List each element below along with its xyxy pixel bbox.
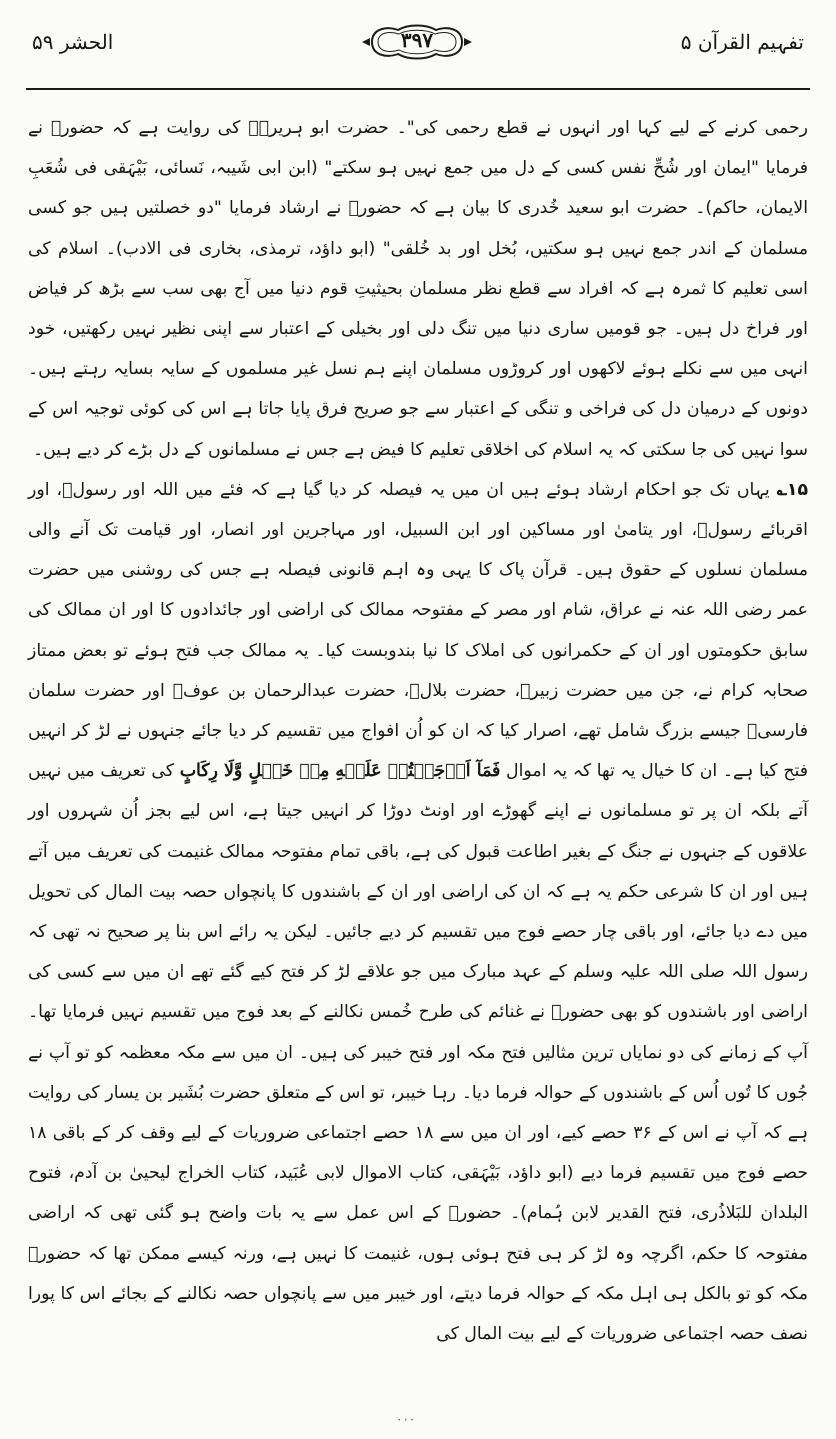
page-number-badge [358,22,476,62]
page-body [28,108,808,1354]
paragraph-2-text-end: کی تعریف میں نہیں آتے بلکہ ان پر تو مسلمانوں نے اپنے گھوڑے اور اونٹ دوڑا کر انہیں جیتا ہے، اس لیے بجز اُن شہروں اور علاقوں کے جنہوں نے جنگ کے بغیر اطاعت قبول کی ہے، باقی تمام مفتوحہ ممالک غنیمت کی تعریف میں آتے ہیں اور ان کا شرعی حکم یہ ہے کہ ان کی اراضی اور ان کے باشندوں کا پانچواں حصہ بیت المال کی تحویل میں دے دیا جائے، اور باقی چار حصے فوج میں تقسیم کر دیے جائیں۔ لیکن یہ رائے اس بنا پر صحیح نہ تھی کہ رسول اللہ صلی اللہ علیہ وسلم کے عہد مبارک میں جو علاقے لڑ کر فتح کیے گئے تھے ان میں سے کسی کی اراضی اور باشندوں کو بھی حضورؐ نے غنائم کی طرح خُمس نکالنے کے بعد فوج میں تقسیم نہیں فرمایا تھا۔ آپ کے زمانے کی دو نمایاں ترین مثالیں فتح مکہ اور فتح خیبر کی ہیں۔ ان میں سے مکہ معظمہ کو تو آپ نے جُوں کا تُوں اُس کے باشندوں کے حوالہ فرما دیا۔ رہا خیبر، تو اس کے متعلق حضرت بُشَیر بن یسار کی روایت ہے کہ آپ نے اس کے ۳۶ حصے کیے، اور ان میں سے ۱۸ حصے اجتماعی ضروریات کے لیے وقف کر کے باقی ۱۸ حصے فوج میں تقسیم فرما دیے (ابو داؤد، بَیْہَقی، کتاب الاموال لابی عُبَید، کتاب الخراج لیحییٰ بن آدم، فتوح البلدان للبَلاذُری، فتح القدیر لابن ہُمام)۔ حضورؐ کے اس عمل سے یہ بات واضح ہو گئی تھی کہ اراضی مفتوحہ کا حکم، اگرچہ وہ لڑ کر ہی فتح ہوئی ہوں، غنیمت کا نہیں ہے، ورنہ کیسے ممکن تھا کہ حضورؐ مکہ کو تو بالکل ہی اہل مکہ کے حوالہ فرما دیتے، اور خیبر میں سے پانچواں حصہ نکالنے کے بجائے اس کا پورا نصف حصہ اجتماعی ضروریات کے لیے بیت المال کی [28,761,809,1345]
page-header [20,18,816,70]
quran-quote: فَمَآ اَوۡجَفۡتُمۡ عَلَيۡهِ مِنۡ خَيۡلٍ وَّلَا رِكَابٍ [179,761,501,782]
paragraph-2-text-start: یہاں تک جو احکام ارشاد ہوئے ہیں ان میں یہ فیصلہ کر دیا گیا ہے کہ فئے میں اللہ اور رسولؐ، اور اقربائے رسولؐ، اور یتامیٰ اور مساکین اور ابن السبیل، اور مہاجرین اور انصار، اور قیامت تک آنے والی مسلمان نسلوں کے حقوق ہیں۔ قرآن پاک کا یہی وہ اہم قانونی فیصلہ ہے جس کی روشنی میں حضرت عمر رضی اللہ عنہ نے عراق، شام اور مصر کے مفتوحہ ممالک کی اراضی اور جائدادوں کا اور ان ممالک کی سابق حکومتوں اور ان کے حکمرانوں کی املاک کا نیا بندوبست کیا۔ یہ ممالک جب فتح ہوئے تو بعض ممتاز صحابہ کرام نے، جن میں حضرت زبیرؓ، حضرت بلالؓ، حضرت عبدالرحمان بن عوفؓ اور حضرت سلمان فارسیؓ جیسے بزرگ شامل تھے، اصرار کیا کہ ان کو اُن افواج میں تقسیم کر دیا جائے جنہوں نے لڑ کر انہیں فتح کیا ہے۔ ان کا خیال یہ تھا کہ یہ اموال [28,479,808,782]
paragraph-1 [28,108,808,470]
page-number: ۳۹۷ [400,28,434,52]
paragraph-1-text: رحمی کرنے کے لیے کہا اور انہوں نے قطع رحمی کی"۔ حضرت ابو ہریرہؓ کی روایت ہے کہ حضورؐ نے فرمایا "ایمان اور شُحِّ نفس کسی کے دل میں جمع نہیں ہو سکتے" (ابن ابی شَیبہ، نَسائی، بَیْہَقی فی شُعَبِ الایمان، حاکم)۔ حضرت ابو سعید خُدری کا بیان ہے کہ حضورؐ نے ارشاد فرمایا "دو خصلتیں ہیں جو کسی مسلمان کے اندر جمع نہیں ہو سکتیں، بُخل اور بد خُلقی" (ابو داؤد، ترمذی، بخاری فی الادب)۔ اسلام کی اسی تعلیم کا ثمرہ ہے کہ افراد سے قطع نظر مسلمان بحیثیتِ قوم دنیا میں آج بھی سب سے بڑھ کر فیاض اور فراخ دل ہیں۔ جو قومیں ساری دنیا میں تنگ دلی اور بخیلی کے اعتبار سے اپنی نظیر نہیں رکھتیں، خود انہی میں سے نکلے ہوئے لاکھوں اور کروڑوں مسلمان اپنے ہم نسل غیر مسلموں کے سایہ بسایہ رہتے ہیں۔ دونوں کے درمیان دل کی فراخی و تنگی کے اعتبار سے جو صریح فرق پایا جاتا ہے اس کی کوئی توجیہ اس کے سوا نہیں کی جا سکتی کہ یہ اسلام کی اخلاقی تعلیم کا فیض ہے جس نے مسلمانوں کے دل بڑے کر دیے ہیں۔ [28,118,808,460]
book-title: تفہیم القرآن ۵ [680,30,804,54]
footnote-label: ۱۵؎ [776,479,808,500]
paragraph-2 [28,470,808,1354]
header-rule [26,88,810,90]
surah-name: الحشر ۵۹ [32,30,114,54]
footer-mark: ۰۰۰ [396,1412,416,1426]
